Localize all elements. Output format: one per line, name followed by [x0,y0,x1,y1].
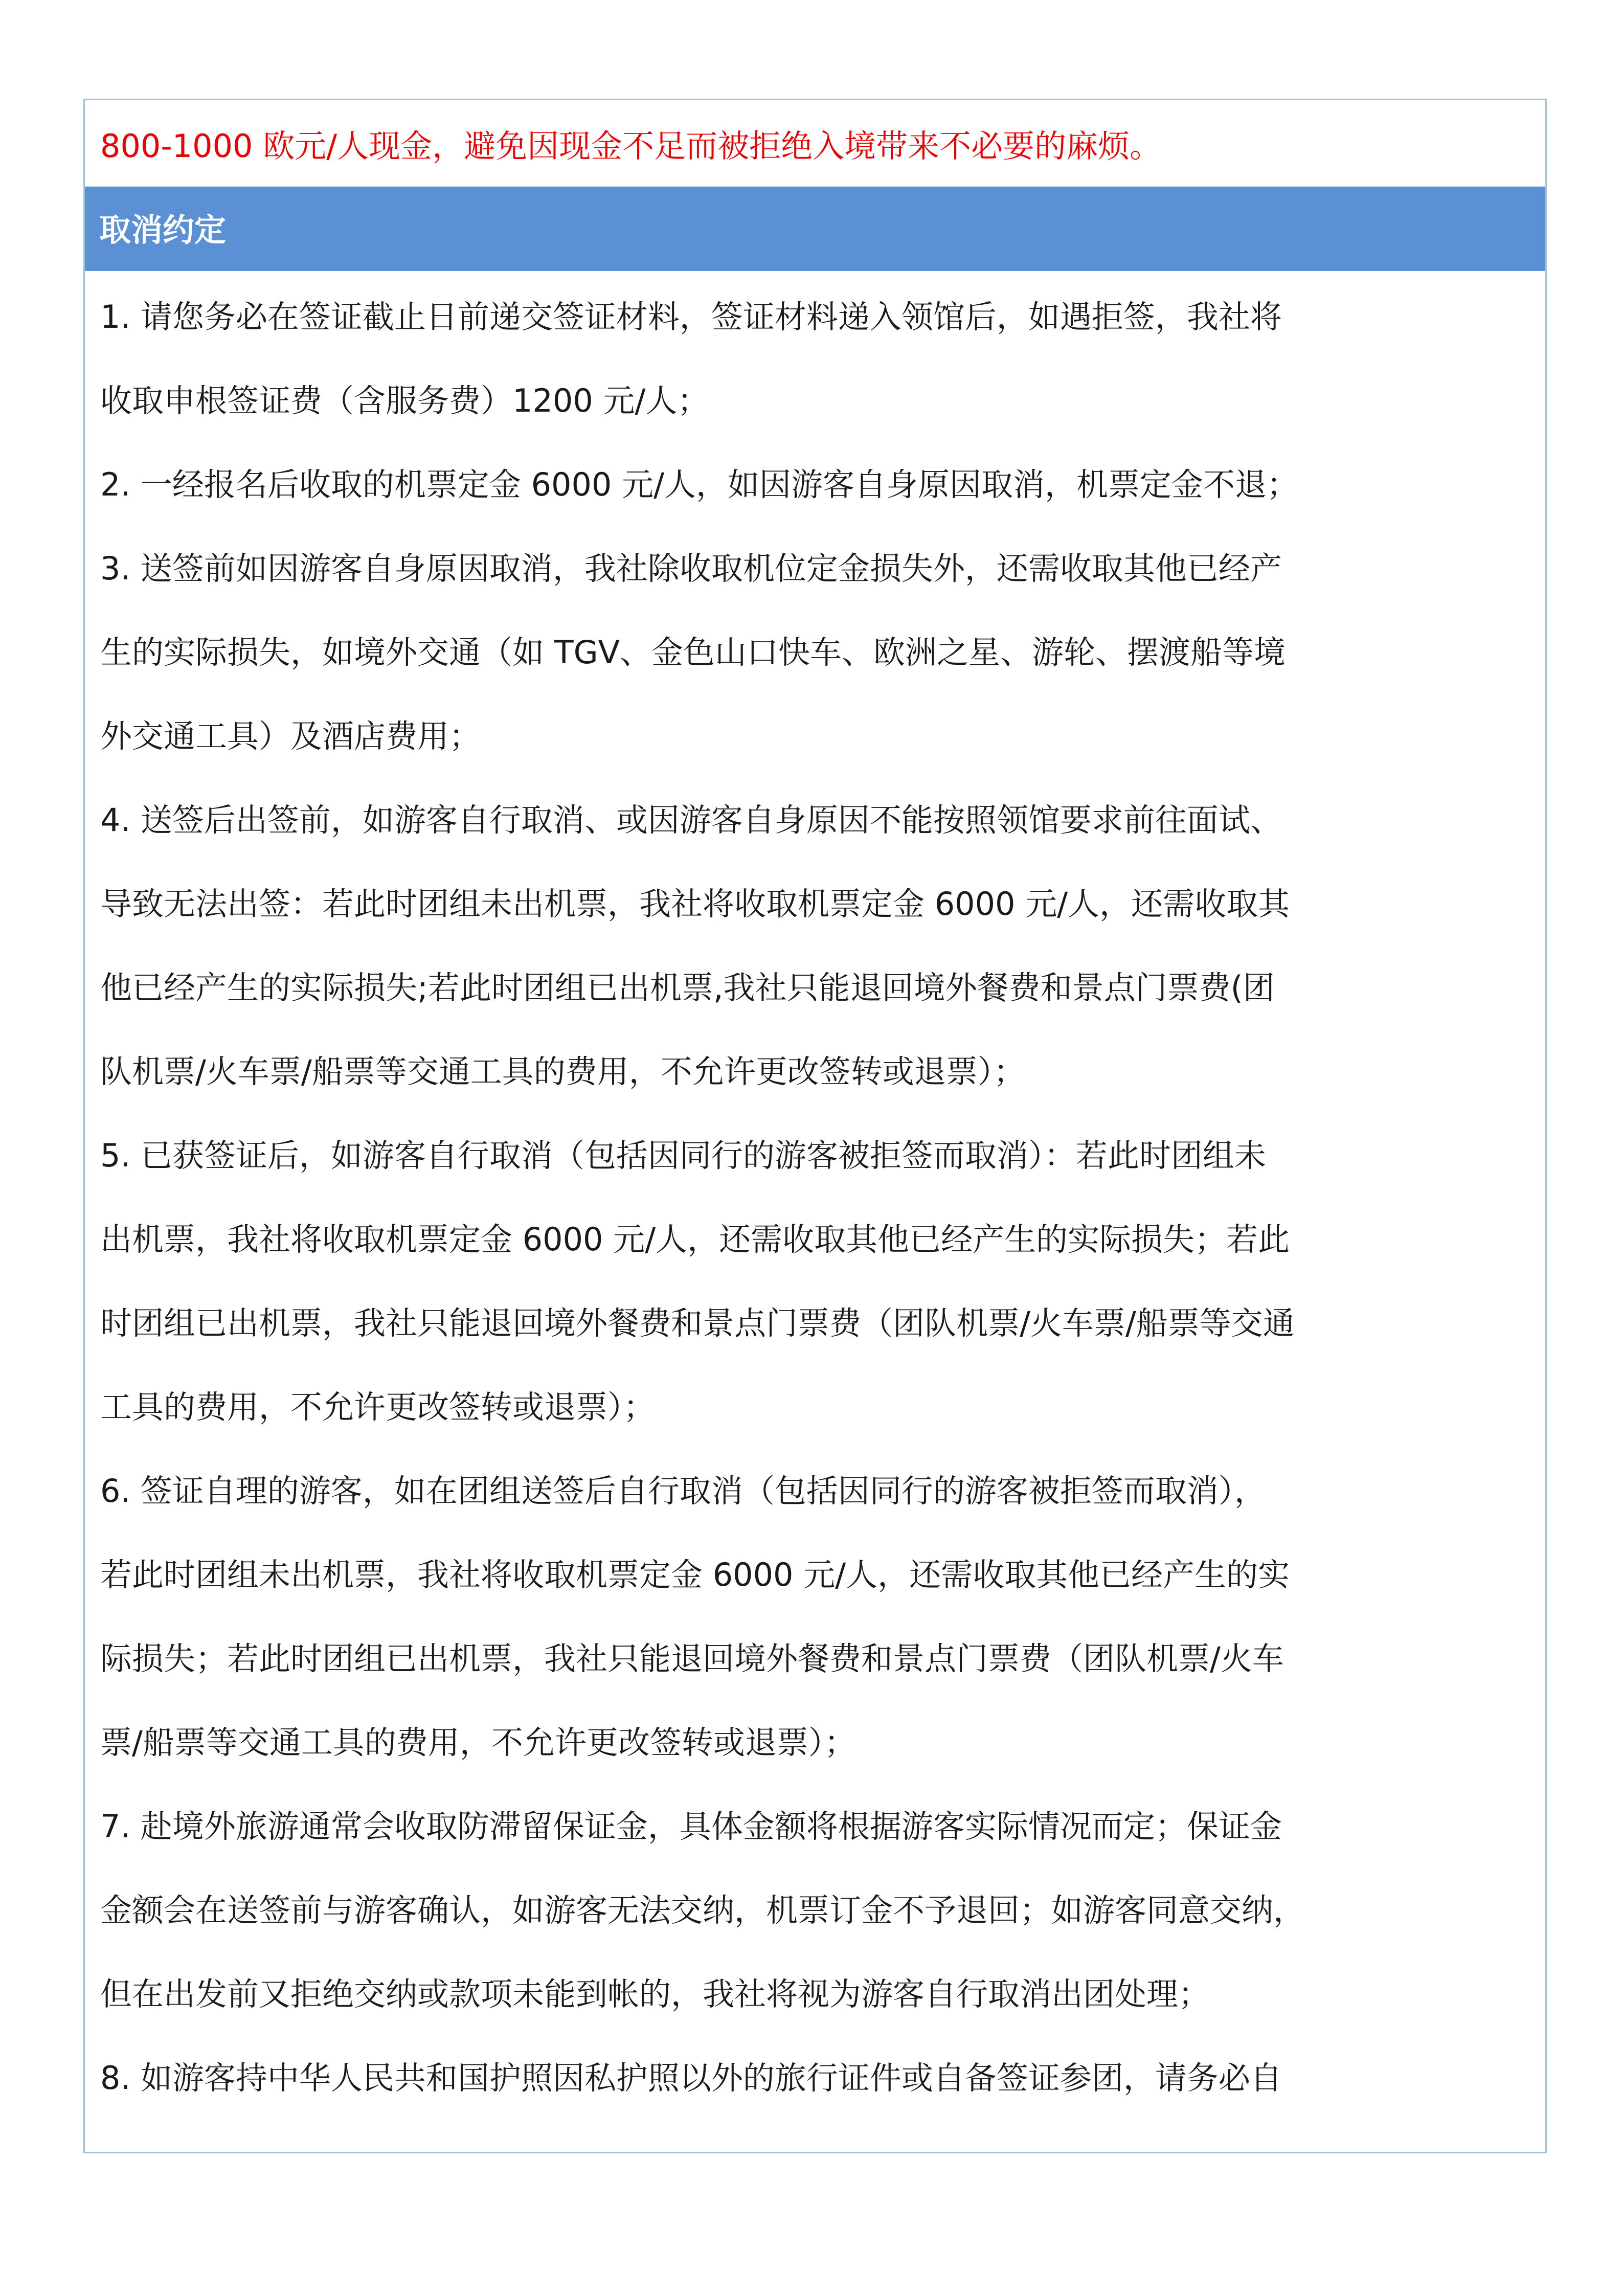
clause-8 [100,2036,1531,2120]
clause-5 [100,1114,1531,1449]
clause-line: 队机票/火车票/船票等交通工具的费用，不允许更改签转或退票）； [100,1053,1025,1090]
clause-line: 工具的费用，不允许更改签转或退票）； [100,1388,656,1426]
clause-line: 票/船票等交通工具的费用，不允许更改签转或退票）； [100,1724,856,1761]
clause-line: 导致无法出签：若此时团组未出机票，我社将收取机票定金 6000 元/人，还需收取其 [100,885,1290,922]
clause-line: 他已经产生的实际损失;若此时团组已出机票,我社只能退回境外餐费和景点门票费(团 [100,969,1275,1006]
clause-line: 生的实际损失，如境外交通（如 TGV、金色山口快车、欧洲之星、游轮、摆渡船等境 [100,634,1286,671]
cash-note-row [85,100,1545,187]
cash-note: 800-1000 欧元/人现金，避免因现金不足而被拒绝入境带来不必要的麻烦。 [100,127,1162,165]
clause-1 [100,275,1531,443]
clause-line: 6. 签证自理的游客，如在团组送签后自行取消（包括因同行的游客被拒签而取消）， [100,1472,1266,1510]
clause-line: 7. 赴境外旅游通常会收取防滞留保证金，具体金额将根据游客实际情况而定；保证金 [100,1808,1282,1845]
clauses-body [85,271,1545,2120]
clause-4 [100,778,1531,1114]
clause-line: 但在出发前又拒绝交纳或款项未能到帐的，我社将视为游客自行取消出团处理； [100,1975,1210,2013]
clause-line: 外交通工具）及酒店费用； [100,717,481,755]
terms-table [83,99,1547,2153]
clause-line: 5. 已获签证后，如游客自行取消（包括因同行的游客被拒签而取消）：若此时团组未 [100,1137,1266,1174]
clause-2 [100,443,1531,527]
clause-line: 4. 送签后出签前，如游客自行取消、或因游客自身原因不能按照领馆要求前往面试、 [100,801,1282,839]
clause-3 [100,527,1531,778]
clause-line: 际损失；若此时团组已出机票，我社只能退回境外餐费和景点门票费（团队机票/火车 [100,1640,1284,1677]
clause-line: 3. 送签前如因游客自身原因取消，我社除收取机位定金损失外，还需收取其他已经产 [100,550,1282,587]
clause-6 [100,1449,1531,1785]
clause-line: 若此时团组未出机票，我社将收取机票定金 6000 元/人，还需收取其他已经产生的实 [100,1556,1290,1593]
clause-line: 时团组已出机票，我社只能退回境外餐费和景点门票费（团队机票/火车票/船票等交通 [100,1304,1295,1342]
clause-line: 2. 一经报名后收取的机票定金 6000 元/人，如因游客自身原因取消，机票定金不退； [100,466,1298,503]
section-header [85,187,1545,271]
clause-line: 8. 如游客持中华人民共和国护照因私护照以外的旅行证件或自备签证参团，请务必自 [100,2059,1282,2097]
section-title: 取消约定 [99,211,227,249]
clause-line: 收取申根签证费（含服务费）1200 元/人； [100,382,709,419]
clause-line: 出机票，我社将收取机票定金 6000 元/人，还需收取其他已经产生的实际损失；若此 [100,1221,1290,1258]
clause-line: 金额会在送签前与游客确认，如游客无法交纳，机票订金不予退回；如游客同意交纳， [100,1892,1305,1929]
clause-7 [100,1785,1531,2036]
clause-line: 1. 请您务必在签证截止日前递交签证材料，签证材料递入领馆后，如遇拒签，我社将 [100,298,1282,335]
